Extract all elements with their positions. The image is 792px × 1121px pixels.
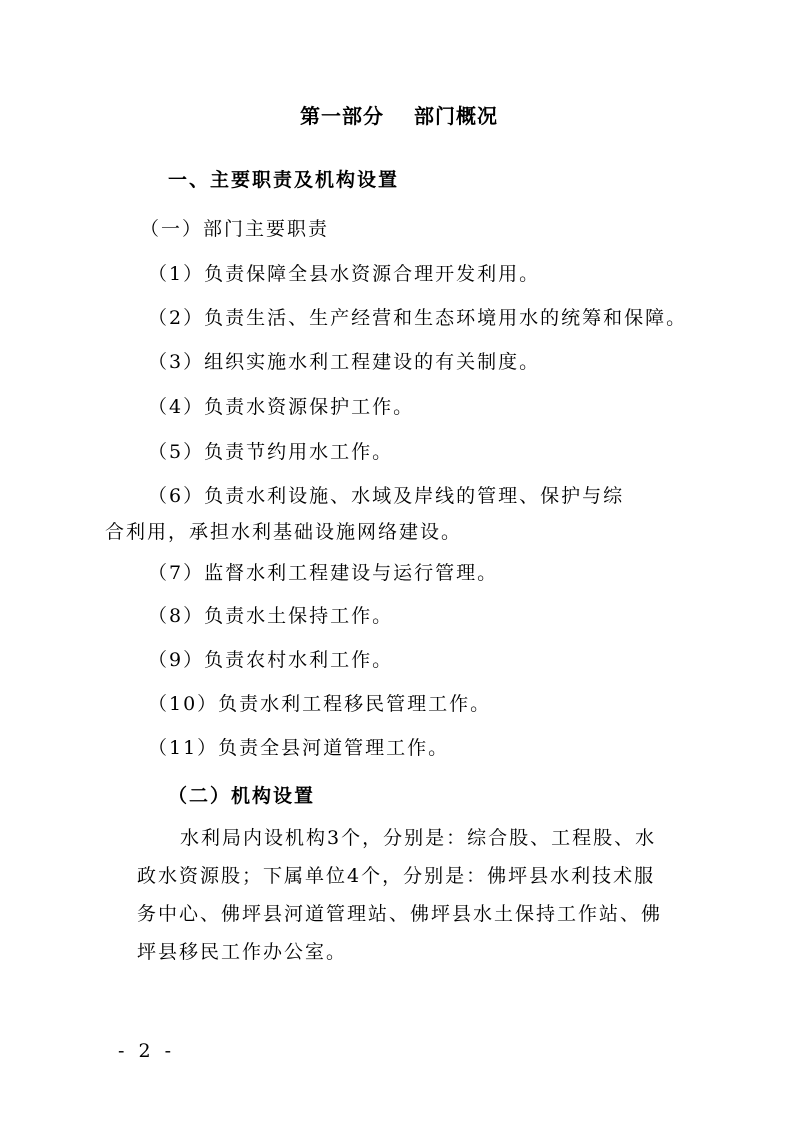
duty-item-continuation: 合利用，承担水利基础设施网络建设。 (105, 521, 463, 543)
subsection-heading-duties: （一）部门主要职责 (140, 218, 330, 240)
org-paragraph-line: 水利局内设机构3个，分别是：综合股、工程股、水 (180, 827, 657, 849)
org-paragraph-line: 坪县移民工作办公室。 (137, 941, 348, 963)
page-title (300, 104, 498, 128)
section-heading: 一、主要职责及机构设置 (168, 169, 400, 191)
duty-item: （9）负责农村水利工作。 (148, 649, 394, 671)
duty-item: （1）负责保障全县水资源合理开发利用。 (148, 263, 541, 285)
duty-item: （7）监督水利工程建设与运行管理。 (148, 562, 499, 584)
duty-item: （10）负责水利工程移民管理工作。 (148, 693, 492, 715)
subsection-heading-organization: （二）机构设置 (168, 785, 316, 807)
org-paragraph-line: 政水资源股；下属单位4个，分别是：佛坪县水利技术服 (137, 865, 656, 887)
page-number: - 2 - (118, 1040, 176, 1062)
duty-item: （5）负责节约用水工作。 (148, 441, 394, 463)
duty-item: （3）组织实施水利工程建设的有关制度。 (148, 351, 541, 373)
duty-item: （11）负责全县河道管理工作。 (148, 737, 450, 759)
duty-item: （2）负责生活、生产经营和生态环境用水的统筹和保障。 (148, 307, 688, 329)
org-paragraph-line: 务中心、佛坪县河道管理站、佛坪县水土保持工作站、佛 (137, 903, 663, 925)
duty-item: （4）负责水资源保护工作。 (148, 396, 415, 418)
duty-item: （8）负责水土保持工作。 (148, 605, 394, 627)
duty-item: （6）负责水利设施、水域及岸线的管理、保护与综 (148, 485, 625, 507)
title-name: 部门概况 (414, 104, 498, 128)
title-part: 第一部分 (300, 104, 384, 128)
